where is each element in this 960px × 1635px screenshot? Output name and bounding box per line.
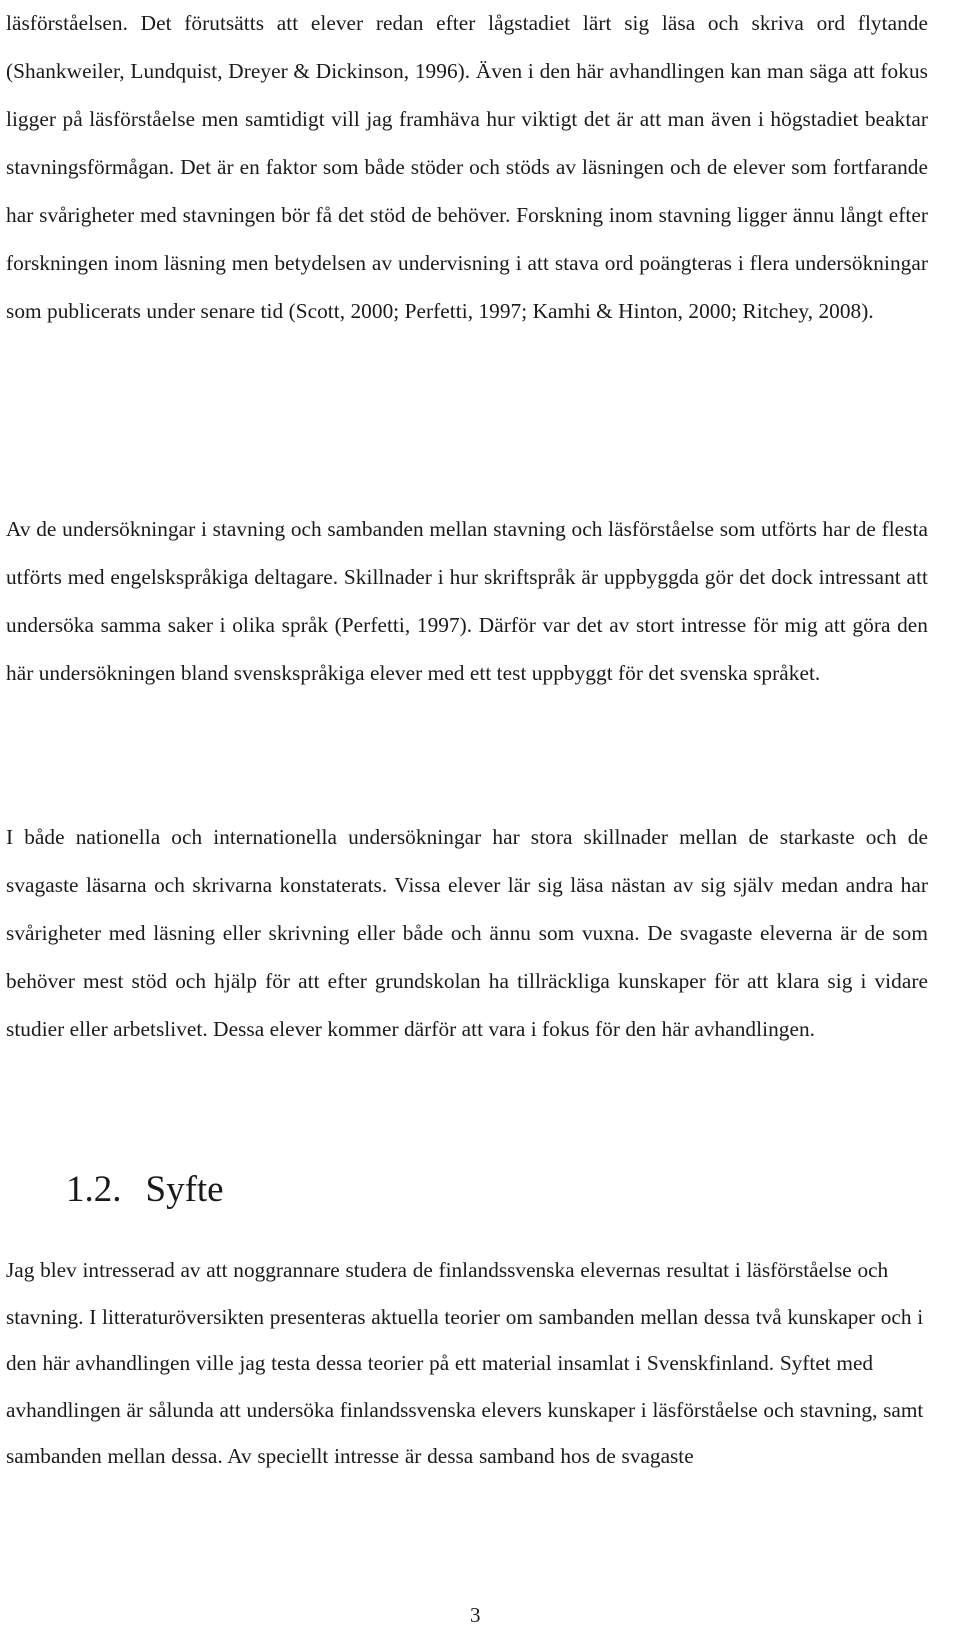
section-heading [66,1160,224,1220]
section-paragraph: Jag blev intresserad av att noggrannare studera de finlandssvenska elevernas resultat i läsförståelse och stavning. I litteraturöversikten presenteras aktuella teorier om sambanden mellan dessa två kunskaper och i den här avhandlingen ville jag testa dessa teorier på ett material insamlat i Svenskfinland. Syftet med avhandlingen är sålunda att undersöka finlandssvenska elevers kunskaper i läsförståelse och stavning, samt sambanden mellan dessa. Av speciellt intresse är dessa samband hos de svagaste [6,1258,924,1468]
body-paragraph-1: läsförståelsen. Det förutsätts att elever redan efter lågstadiet lärt sig läsa och skriva ord flytande (Shankweiler, Lundquist, Dreyer & Dickinson, 1996). Även i den här avhandlingen kan man säga att fokus ligger på läsförståelse men samtidigt vill jag framhäva hur viktigt det är att man även i högstadiet beaktar stavningsförmågan. Det är en faktor som både stöder och stöds av läsningen och de elever som fortfarande har svårigheter med stavningen bör få det stöd de behöver. Forskning inom stavning ligger ännu långt efter forskningen inom läsning men betydelsen av undervisning i att stava ord poängteras i flera undersökningar som publicerats under senare tid (Scott, 2000; Perfetti, 1997; Kamhi & Hinton, 2000; Ritchey, 2008). [6,11,928,323]
section-title: Syfte [145,1169,224,1210]
section-number: 1.2. [66,1169,122,1210]
body-paragraph-3: I både nationella och internationella undersökningar har stora skillnader mellan de starkaste och de svagaste läsarna och skrivarna konstaterats. Vissa elever lär sig läsa nästan av sig själv medan andra har svårigheter med läsning eller skrivning eller både och ännu som vuxna. De svagaste eleverna är de som behöver mest stöd och hjälp för att efter grundskolan ha tillräckliga kunskaper för att klara sig i vidare studier eller arbetslivet. Dessa elever kommer därför att vara i fokus för den här avhandlingen. [6,825,928,1041]
body-paragraph-2: Av de undersökningar i stavning och sambanden mellan stavning och läsförståelse som utförts har de flesta utförts med engelskspråkiga deltagare. Skillnader i hur skriftspråk är uppbyggda gör det dock intressant att undersöka samma saker i olika språk (Perfetti, 1997). Därför var det av stort intresse för mig att göra den här undersökningen bland svenskspråkiga elever med ett test uppbyggt för det svenska språket. [6,517,928,685]
page-number: 3 [470,1603,481,1627]
